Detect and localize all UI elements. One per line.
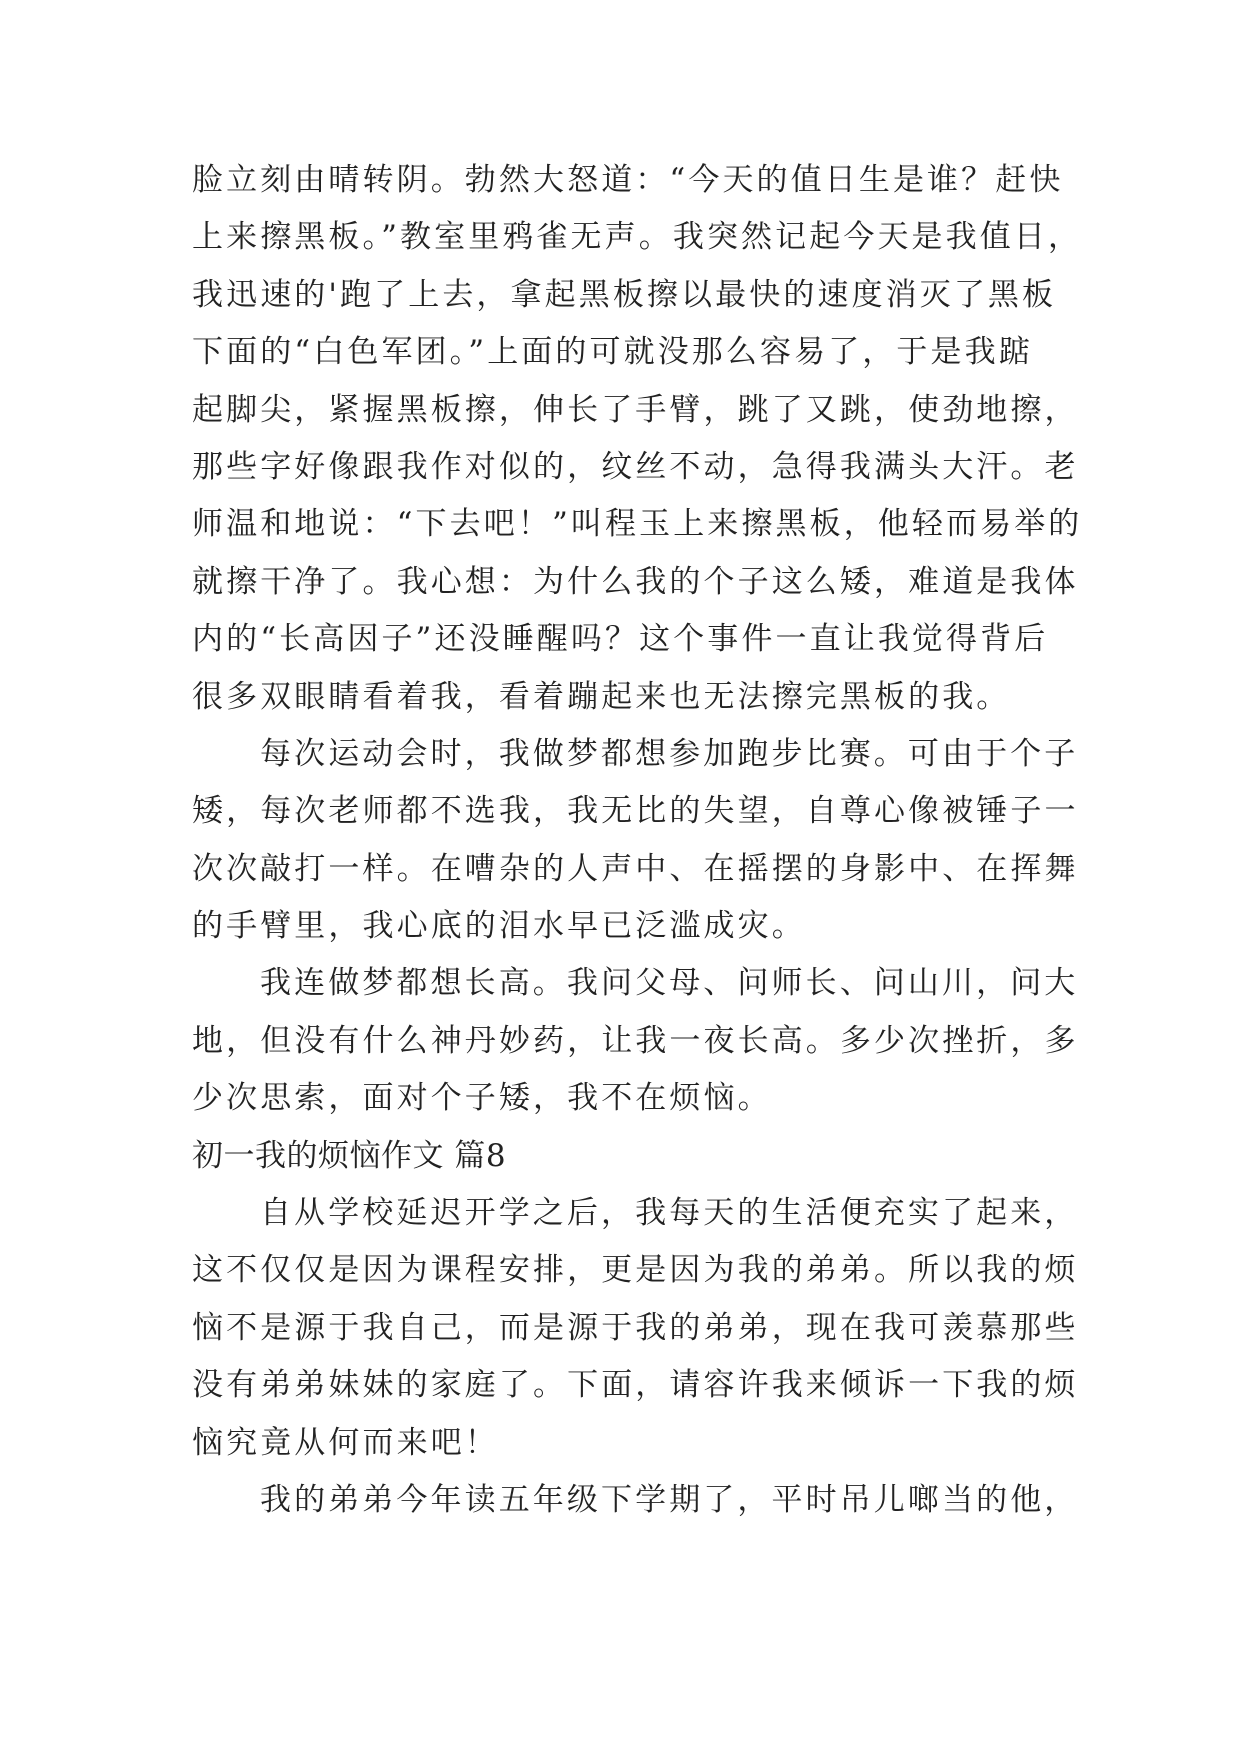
text-line: 恼究竟从何而来吧！ bbox=[192, 1424, 499, 1461]
text-line: 我迅速的'跑了上去，拿起黑板擦以最快的速度消灭了黑板 bbox=[192, 276, 1057, 313]
text-line: 没有弟弟妹妹的家庭了。下面，请容许我来倾诉一下我的烦 bbox=[192, 1367, 1079, 1404]
text-line: 师温和地说：“下去吧！”叫程玉上来擦黑板，他轻而易举的 bbox=[192, 506, 1083, 543]
text-line: 就擦干净了。我心想：为什么我的个子这么矮，难道是我体 bbox=[192, 563, 1079, 600]
text-line: 下面的“白色军团。”上面的可就没那么容易了，于是我踮 bbox=[192, 334, 1033, 371]
paragraph-first-line: 自从学校延迟开学之后，我每天的生活便充实了起来， bbox=[260, 1195, 1079, 1232]
paragraph-first-line: 我的弟弟今年读五年级下学期了，平时吊儿啷当的他， bbox=[260, 1481, 1079, 1518]
text-line: 很多双眼睛看着我，看着蹦起来也无法擦完黑板的我。 bbox=[192, 678, 1011, 715]
text-line: 地，但没有什么神丹妙药，让我一夜长高。多少次挫折，多 bbox=[192, 1022, 1079, 1059]
text-line: 矮，每次老师都不选我，我无比的失望，自尊心像被锤子一 bbox=[192, 793, 1079, 830]
text-line: 这不仅仅是因为课程安排，更是因为我的弟弟。所以我的烦 bbox=[192, 1252, 1079, 1289]
text-line: 起脚尖，紧握黑板擦，伸长了手臂，跳了又跳，使劲地擦， bbox=[192, 391, 1079, 428]
text-line: 那些字好像跟我作对似的，纹丝不动，急得我满头大汗。老 bbox=[192, 448, 1079, 485]
paragraph-first-line: 每次运动会时，我做梦都想参加跑步比赛。可由于个子 bbox=[260, 735, 1079, 772]
text-line: 少次思索，面对个子矮，我不在烦恼。 bbox=[192, 1080, 772, 1117]
section-heading: 初一我的烦恼作文 篇8 bbox=[192, 1137, 507, 1174]
paragraph-first-line: 我连做梦都想长高。我问父母、问师长、问山川，问大 bbox=[260, 965, 1079, 1002]
text-line: 的手臂里，我心底的泪水早已泛滥成灾。 bbox=[192, 908, 806, 945]
text-line: 恼不是源于我自己，而是源于我的弟弟，现在我可羡慕那些 bbox=[192, 1309, 1079, 1346]
text-line: 脸立刻由晴转阴。勃然大怒道：“今天的值日生是谁？赶快 bbox=[192, 162, 1064, 198]
text-line: 内的“长高因子”还没睡醒吗？这个事件一直让我觉得背后 bbox=[192, 621, 1049, 658]
text-line: 上来擦黑板。”教室里鸦雀无声。我突然记起今天是我值日， bbox=[192, 219, 1083, 256]
text-line: 次次敲打一样。在嘈杂的人声中、在摇摆的身影中、在挥舞 bbox=[192, 850, 1079, 887]
document-body bbox=[192, 152, 1083, 1529]
